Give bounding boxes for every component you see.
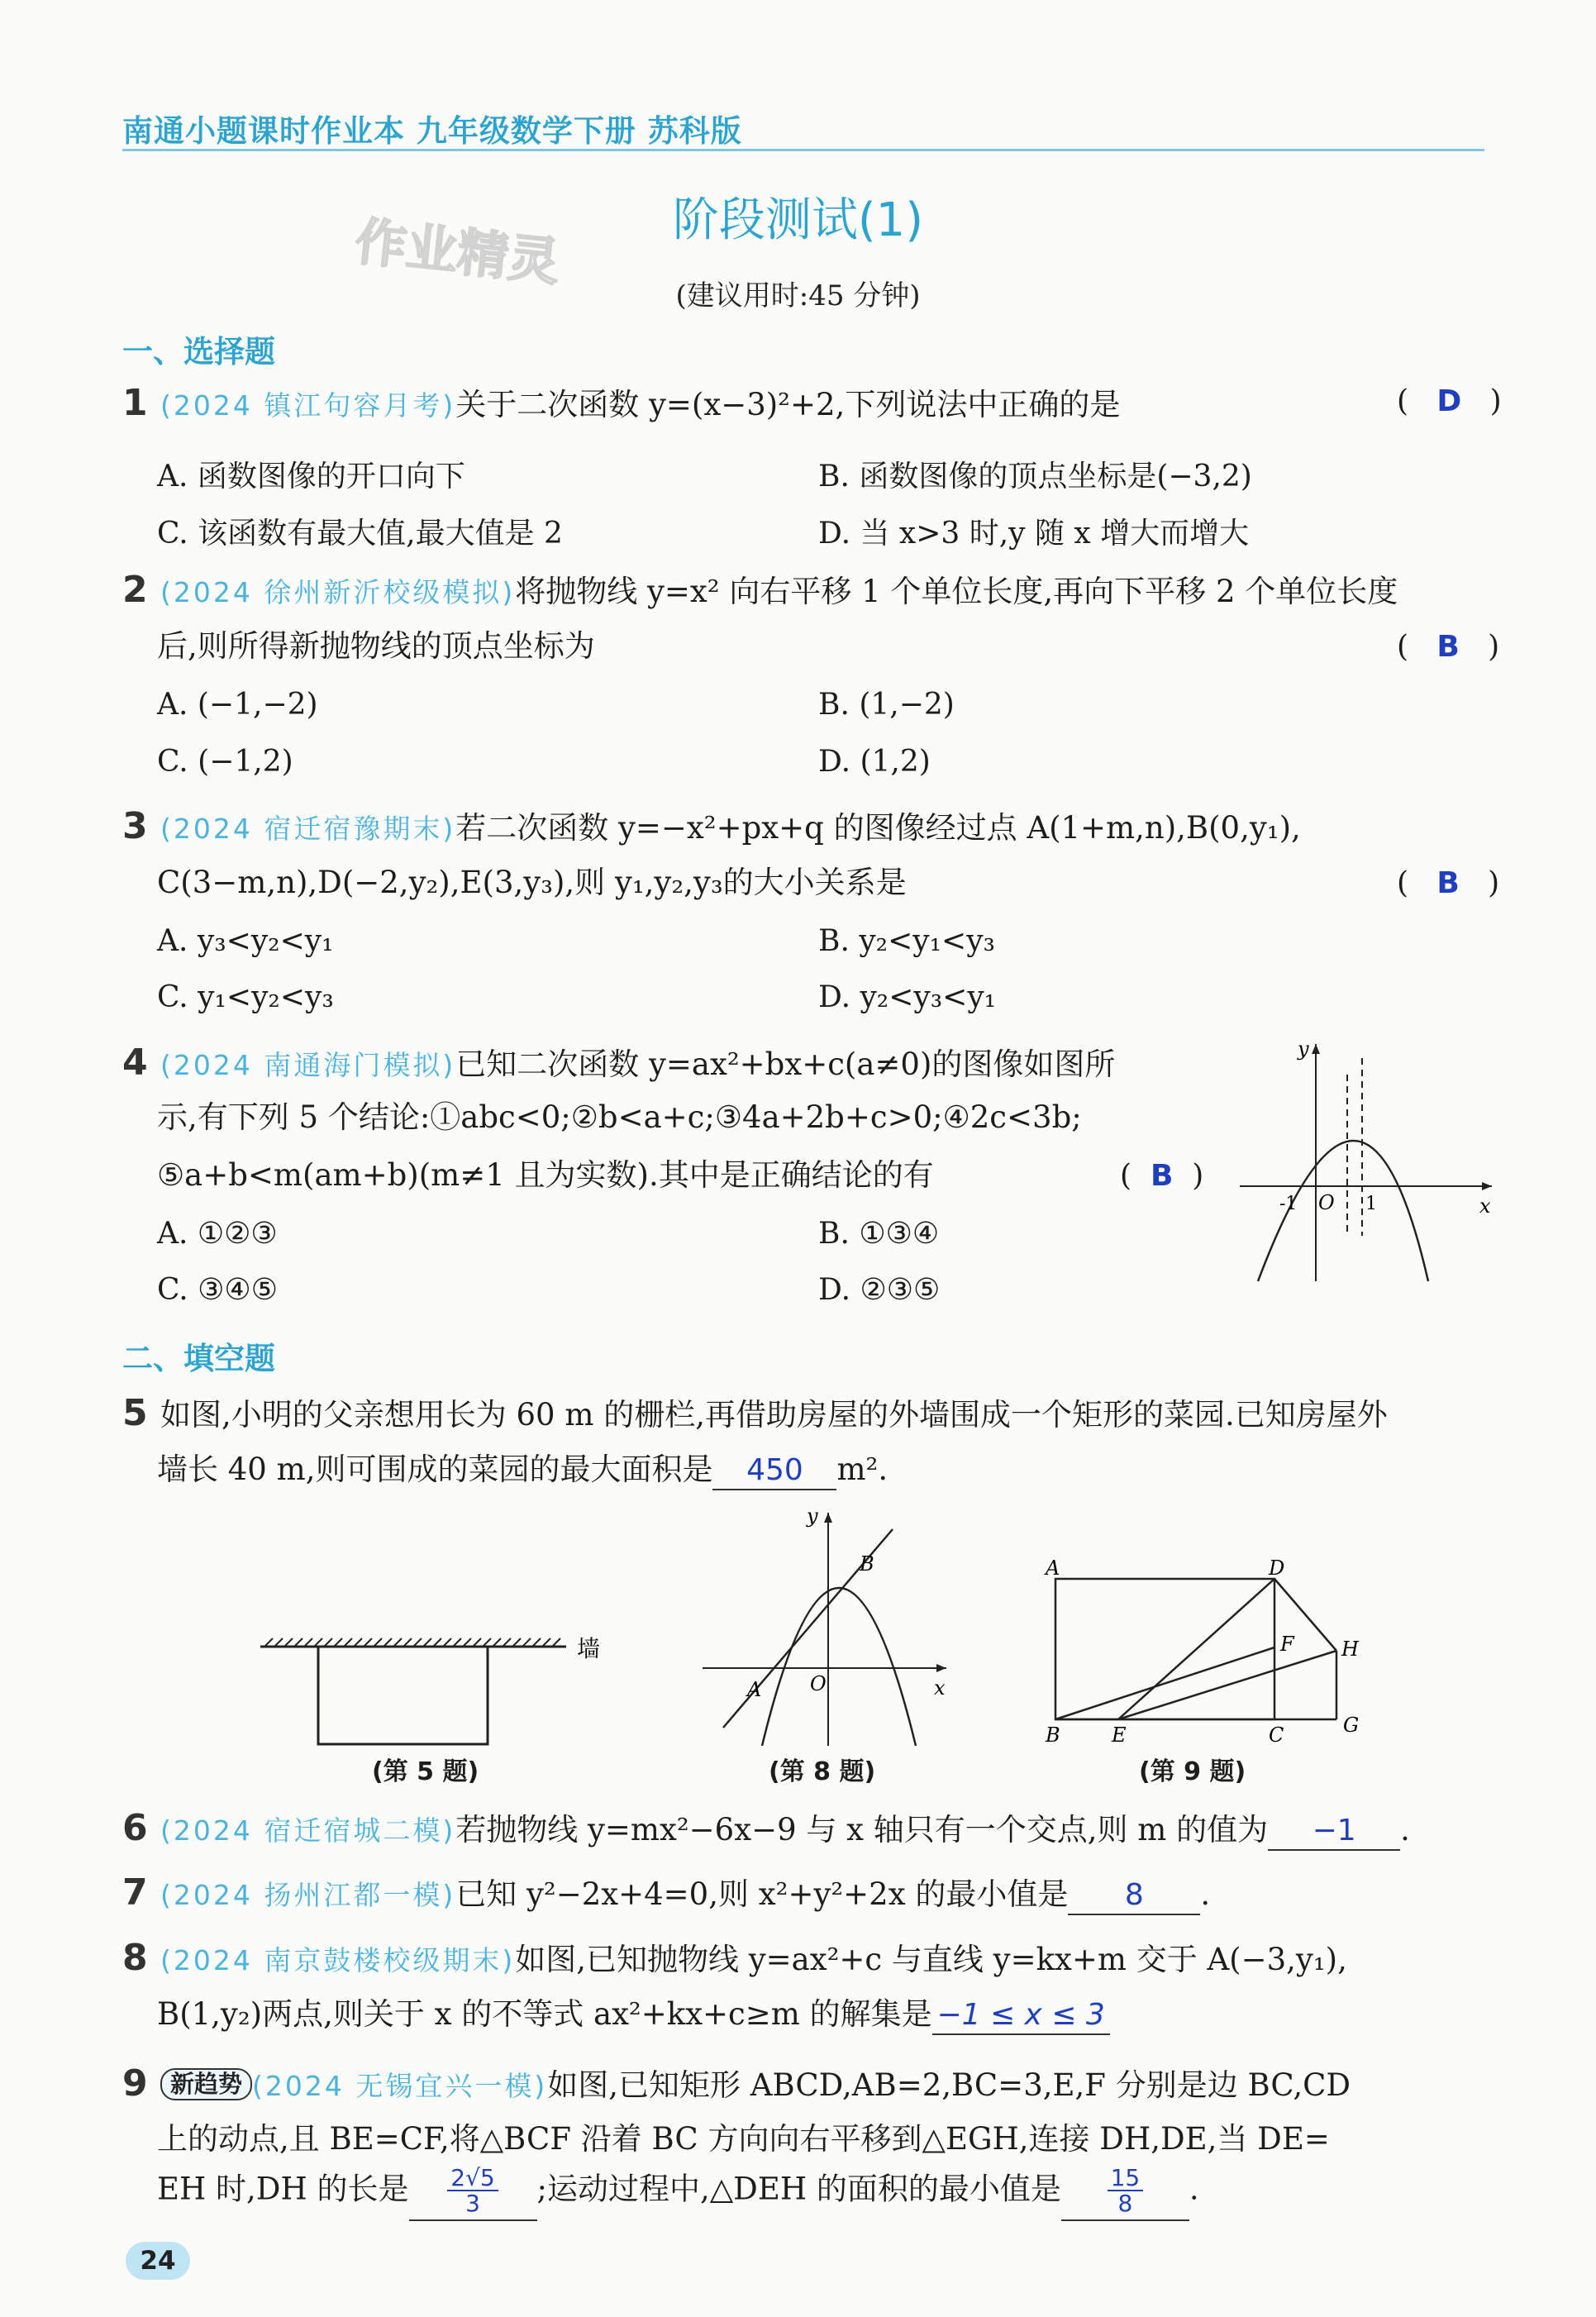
q2-number: 2 [122,569,148,611]
q3-number: 3 [122,805,148,847]
q4-neg1-label: -1 [1279,1194,1298,1214]
q8-line-2 [157,1996,1521,2035]
q3-stem-1: 若二次函数 y=−x²+px+q 的图像经过点 A(1+m,n),B(0,y₁), [455,810,1301,846]
q4-answer: B [1150,1159,1174,1193]
fig9-label-g: G [1343,1714,1360,1737]
fig9-rectangle-diagram [1037,1558,1368,1744]
fig5-caption: (第 5 题) [372,1757,479,1786]
q9-stem-3a: EH 时,DH 的长是 [157,2171,409,2207]
q7-end: . [1200,1876,1211,1912]
fig9-label-h: H [1341,1638,1359,1661]
q6-end: . [1400,1812,1410,1847]
q9-end: . [1189,2171,1199,2207]
q1-answer-bracket: ( D ) [1397,384,1502,418]
fig9-caption: (第 9 题) [1139,1757,1246,1786]
fig8-x-label: x [934,1676,946,1700]
fig8-x-arrow-icon [936,1664,946,1672]
q9-answer-1-denominator: 3 [465,2190,480,2218]
q9-line-3 [157,2166,1521,2221]
q8-stem-1: 如图,已知抛物线 y=ax²+c 与直线 y=kx+m 交于 A(−3,y₁), [515,1942,1347,1977]
fig8-y-arrow-icon [824,1513,832,1523]
q3-option-d: D. y₂<y₃<y₁ [818,980,997,1014]
q4-stem-3: ⑤a+b<m(am+b)(m≠1 且为实数).其中是正确结论的有 [157,1157,934,1193]
q7-answer: 8 [1068,1881,1200,1915]
q2-stem-line-1 [122,569,1486,613]
q7-stem: 已知 y²−2x+4=0,则 x²+y²+2x 的最小值是 [455,1876,1069,1912]
q9-stem-2: 上的动点,且 BE=CF,将△BCF 沿着 BC 方向向右平移到△EGH,连接 DH,DE,当 DE= [157,2121,1330,2157]
q8-source: (2024 南京鼓楼校级期末) [160,1944,516,1976]
q1-answer: D [1436,384,1462,418]
q3-source: (2024 宿迁宿豫期末) [160,813,456,845]
q2-answer: B [1436,630,1460,664]
q4-stem-line-1 [122,1042,1222,1085]
fig8-origin-label: O [810,1672,827,1695]
q8-number: 8 [122,1937,148,1979]
fig8-parabola-line-diagram [694,1504,950,1752]
fig9-label-d: D [1269,1558,1285,1580]
q1-option-a: A. 函数图像的开口向下 [157,460,465,493]
q9-answer-2-numerator: 15 [1108,2166,1144,2191]
q2-option-a: A. (−1,−2) [157,688,318,722]
q4-y-label: y [1298,1037,1309,1061]
watermark: 作业精灵 [352,211,563,293]
q4-option-b: B. ①③④ [818,1217,940,1251]
q4-origin-label: O [1318,1191,1335,1214]
fig5-wall-label: 墙 [577,1635,601,1662]
q5-stem-2: 墙长 40 m,则可围成的菜园的最大面积是 [157,1452,713,1487]
q9-answer-2 [1108,2166,1144,2216]
q1-stem: 关于二次函数 y=(x−3)²+2,下列说法中正确的是 [455,387,1121,422]
q9-answer-1 [447,2166,498,2216]
q2-answer-bracket: ( B ) [1397,630,1500,664]
q2-stem-1: 将抛物线 y=x² 向右平移 1 个单位长度,再向下平移 2 个单位长度 [515,574,1398,609]
q4-stem-1: 已知二次函数 y=ax²+bx+c(a≠0)的图像如图所 [455,1046,1116,1082]
q4-source: (2024 南通海门模拟) [160,1049,456,1081]
q3-answer: B [1436,866,1460,900]
q1-number: 1 [122,382,148,424]
q3-option-b: B. y₂<y₁<y₃ [818,924,995,958]
fig8-caption: (第 8 题) [769,1757,876,1786]
fig8-parabola [762,1588,916,1746]
q4-stem-2: 示,有下列 5 个结论:①abc<0;②b<a+c;③4a+2b+c>0;④2c<3b; [157,1099,1082,1135]
book-header-title: 南通小题课时作业本 九年级数学下册 苏科版 [122,113,742,149]
q9-answer-1-numerator: 2√5 [447,2166,498,2191]
fig5-fence [318,1647,488,1744]
q7-number: 7 [122,1871,148,1914]
header-rule [122,149,1484,151]
fig9-label-c: C [1269,1723,1284,1744]
page-number: 24 [126,2242,190,2280]
q8-line-1 [122,1937,1486,1981]
q7-line [122,1871,1486,1915]
fig9-label-a: A [1046,1558,1060,1580]
fig9-line-de [1118,1579,1274,1719]
q5-stem-1: 如图,小明的父亲想用长为 60 m 的栅栏,再借助房屋的外墙围成一个矩形的菜园.已知房屋外 [160,1397,1388,1433]
q6-line [122,1807,1486,1851]
q9-answer-2-denominator: 8 [1117,2190,1133,2218]
q9-line-1 [122,2062,1486,2106]
q5-number: 5 [122,1392,148,1434]
q4-x-arrow-icon [1482,1182,1492,1190]
q1-stem-line [122,382,1486,426]
fig9-label-e: E [1112,1723,1127,1744]
q9-stem-1: 如图,已知矩形 ABCD,AB=2,BC=3,E,F 分别是边 BC,CD [547,2067,1351,2103]
section-fill: 二、填空题 [122,1341,275,1376]
q3-option-c: C. y₁<y₂<y₃ [157,980,334,1014]
q9-source: (2024 无锡宜兴一模) [252,2070,548,2102]
fig9-label-b: B [1046,1723,1060,1744]
q1-option-d: D. 当 x>3 时,y 随 x 增大而增大 [818,517,1250,551]
section-choice: 一、选择题 [122,334,275,369]
q5-answer: 450 [712,1456,836,1490]
fig9-rectangle-abcd [1055,1579,1274,1719]
fig9-label-f: F [1280,1633,1294,1656]
q8-answer: −1 ≤ x ≤ 3 [932,2000,1110,2035]
q2-source: (2024 徐州新沂校级模拟) [160,576,516,608]
test-title: 阶段测试(1) [672,193,924,247]
q7-source: (2024 扬州江都一模) [160,1879,456,1911]
q3-stem-line-1 [122,805,1486,849]
q4-option-c: C. ③④⑤ [157,1273,278,1307]
q9-number: 9 [122,2062,148,2105]
q2-option-b: B. (1,−2) [818,688,955,722]
fig8-y-label: y [807,1504,818,1528]
fig9-line-bf [1055,1647,1274,1719]
q2-stem-2: 后,则所得新抛物线的顶点坐标为 [157,628,595,664]
q4-number: 4 [122,1042,148,1084]
fig8-a-label: A [747,1678,762,1701]
q2-option-d: D. (1,2) [818,745,931,779]
q9-stem-3b: ;运动过程中,△DEH 的面积的最小值是 [536,2171,1061,2207]
q1-source: (2024 镇江句容月考) [160,389,456,422]
q4-y-arrow-icon [1312,1044,1320,1054]
time-note: (建议用时:45 分钟) [675,279,921,312]
q5-stem-line-1 [122,1392,1486,1436]
q1-option-c: C. 该函数有最大值,最大值是 2 [157,517,563,551]
q6-answer: −1 [1268,1816,1400,1851]
fig9-line-eh [1118,1651,1336,1719]
q4-x-label: x [1479,1194,1491,1218]
q5-unit: m². [836,1452,889,1487]
q3-option-a: A. y₃<y₂<y₁ [157,924,334,958]
fig5-garden-diagram [248,1620,612,1761]
q6-stem: 若抛物线 y=mx²−6x−9 与 x 轴只有一个交点,则 m 的值为 [455,1812,1269,1847]
q3-stem-2: C(3−m,n),D(−2,y₂),E(3,y₃),则 y₁,y₂,y₃的大小关系是 [157,865,907,900]
q6-number: 6 [122,1807,148,1849]
q4-option-a: A. ①②③ [157,1217,278,1251]
q3-answer-bracket: ( B ) [1397,866,1500,900]
q4-answer-bracket: ( B ) [1120,1159,1204,1193]
q4-one-label: 1 [1365,1194,1377,1214]
q5-stem-line-2 [157,1452,1521,1490]
q8-stem-2: B(1,y₂)两点,则关于 x 的不等式 ax²+kx+c≥m 的解集是 [157,1996,932,2032]
q4-parabola-graph [1232,1037,1496,1285]
q1-option-b: B. 函数图像的顶点坐标是(−3,2) [818,460,1252,493]
fig8-b-label: B [860,1552,874,1576]
q6-source: (2024 宿迁宿城二模) [160,1814,456,1847]
q4-option-d: D. ②③⑤ [818,1273,941,1307]
q2-option-c: C. (−1,2) [157,745,293,779]
q9-trend-badge: 新趋势 [160,2068,252,2100]
